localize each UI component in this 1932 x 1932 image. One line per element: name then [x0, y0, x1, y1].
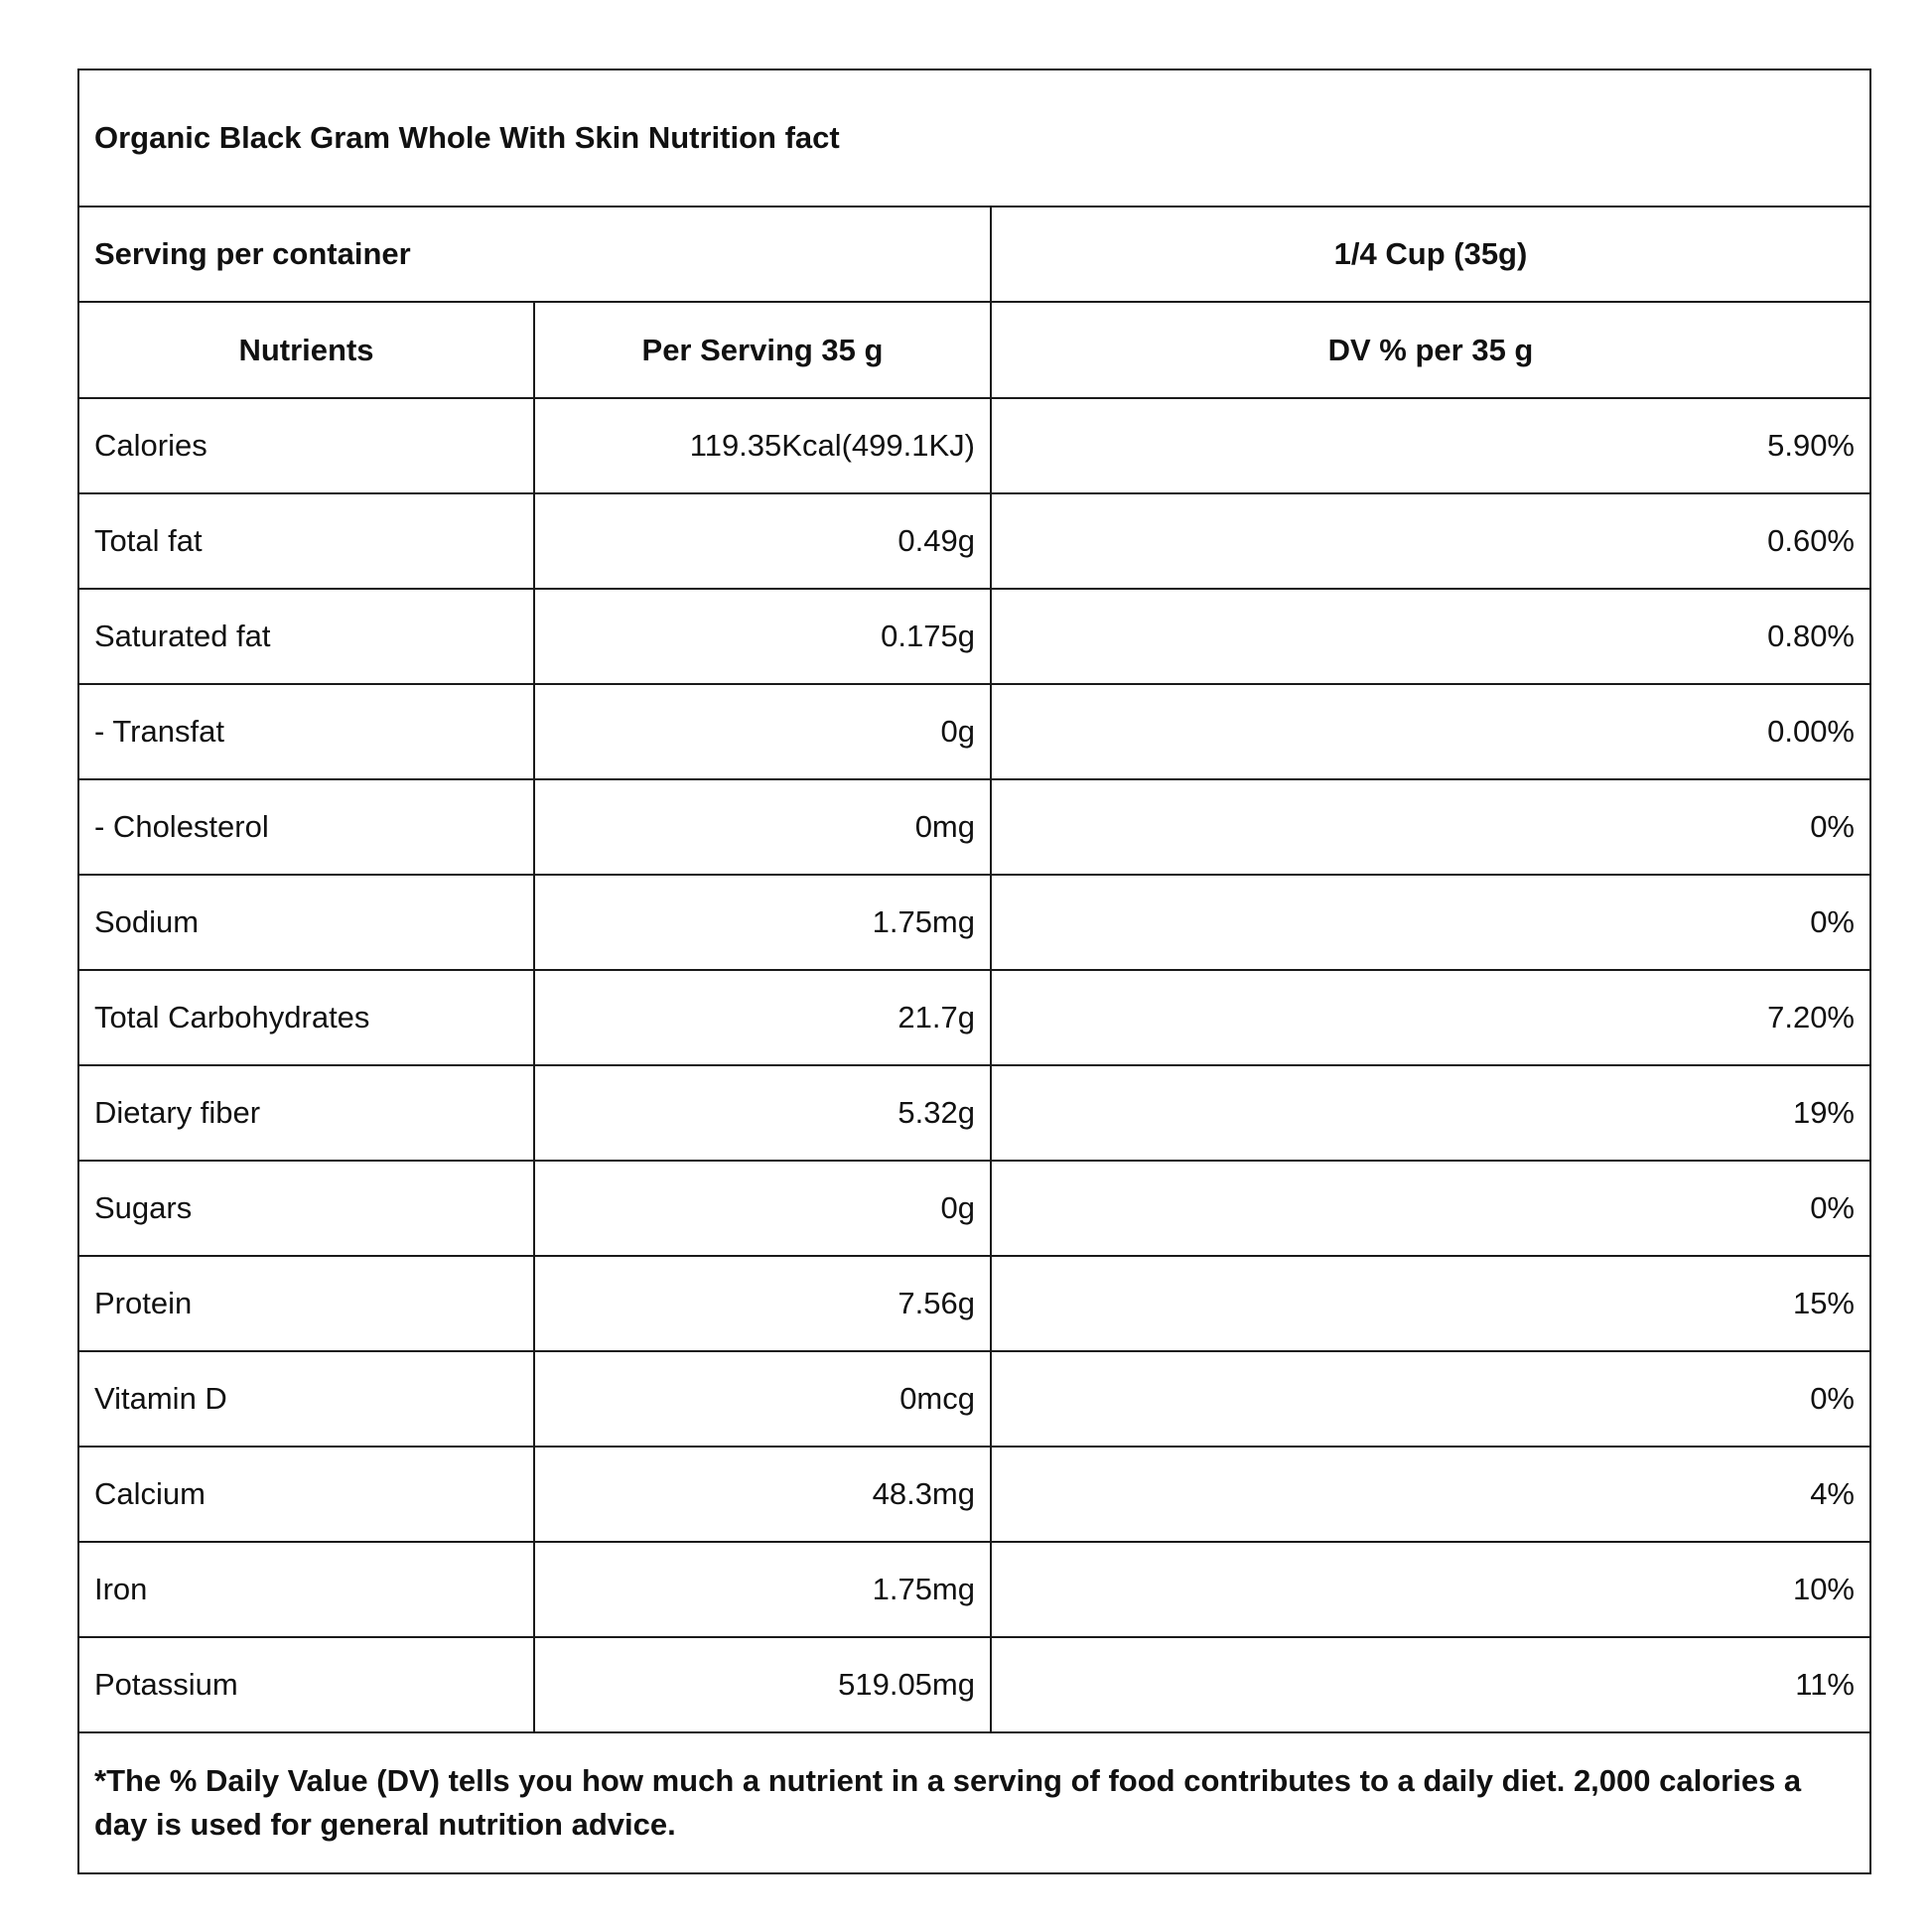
nutrient-amount: 0g — [534, 1161, 991, 1256]
nutrient-dv: 10% — [991, 1542, 1870, 1637]
footnote: *The % Daily Value (DV) tells you how much a nutrient in a serving of food contributes to a daily diet. 2,000 calories a day is used for general nutrition advice. — [78, 1732, 1870, 1873]
nutrient-name: Sodium — [78, 875, 534, 970]
nutrient-name: - Cholesterol — [78, 779, 534, 875]
nutrient-dv: 0.80% — [991, 589, 1870, 684]
table-row — [78, 1447, 1870, 1542]
table-row — [78, 1351, 1870, 1447]
table-row — [78, 398, 1870, 493]
nutrient-dv: 0% — [991, 875, 1870, 970]
table-title: Organic Black Gram Whole With Skin Nutrition fact — [78, 69, 1870, 207]
serving-row — [78, 207, 1870, 302]
nutrient-amount: 0mcg — [534, 1351, 991, 1447]
nutrient-name: Vitamin D — [78, 1351, 534, 1447]
table-row — [78, 1542, 1870, 1637]
serving-value: 1/4 Cup (35g) — [991, 207, 1870, 302]
nutrient-dv: 0% — [991, 779, 1870, 875]
nutrition-table-body — [78, 69, 1870, 1732]
nutrient-name: Calcium — [78, 1447, 534, 1542]
nutrient-amount: 0g — [534, 684, 991, 779]
nutrient-dv: 15% — [991, 1256, 1870, 1351]
nutrient-name: Saturated fat — [78, 589, 534, 684]
nutrient-amount: 119.35Kcal(499.1KJ) — [534, 398, 991, 493]
nutrient-dv: 0% — [991, 1351, 1870, 1447]
nutrient-amount: 0mg — [534, 779, 991, 875]
nutrient-amount: 0.175g — [534, 589, 991, 684]
column-header-dv: DV % per 35 g — [991, 302, 1870, 398]
table-row — [78, 779, 1870, 875]
nutrient-name: Sugars — [78, 1161, 534, 1256]
table-row — [78, 1065, 1870, 1161]
nutrient-dv: 0.00% — [991, 684, 1870, 779]
nutrient-name: Total fat — [78, 493, 534, 589]
nutrient-name: Calories — [78, 398, 534, 493]
nutrient-name: Iron — [78, 1542, 534, 1637]
nutrient-name: - Transfat — [78, 684, 534, 779]
nutrient-amount: 0.49g — [534, 493, 991, 589]
table-row — [78, 875, 1870, 970]
nutrient-amount: 1.75mg — [534, 875, 991, 970]
nutrient-dv: 11% — [991, 1637, 1870, 1732]
nutrient-amount: 21.7g — [534, 970, 991, 1065]
column-header-row — [78, 302, 1870, 398]
table-row — [78, 493, 1870, 589]
table-row — [78, 1637, 1870, 1732]
serving-label: Serving per container — [78, 207, 991, 302]
table-row — [78, 1161, 1870, 1256]
nutrient-name: Protein — [78, 1256, 534, 1351]
nutrient-amount: 519.05mg — [534, 1637, 991, 1732]
nutrient-dv: 19% — [991, 1065, 1870, 1161]
nutrition-facts-table — [77, 69, 1871, 1874]
nutrient-name: Potassium — [78, 1637, 534, 1732]
nutrient-dv: 0.60% — [991, 493, 1870, 589]
nutrient-amount: 48.3mg — [534, 1447, 991, 1542]
nutrient-name: Dietary fiber — [78, 1065, 534, 1161]
nutrient-dv: 0% — [991, 1161, 1870, 1256]
column-header-per-serving: Per Serving 35 g — [534, 302, 991, 398]
table-row — [78, 970, 1870, 1065]
nutrient-amount: 1.75mg — [534, 1542, 991, 1637]
table-row — [78, 684, 1870, 779]
title-row — [78, 69, 1870, 207]
nutrient-dv: 7.20% — [991, 970, 1870, 1065]
nutrient-amount: 7.56g — [534, 1256, 991, 1351]
nutrient-dv: 4% — [991, 1447, 1870, 1542]
nutrient-dv: 5.90% — [991, 398, 1870, 493]
table-row — [78, 1256, 1870, 1351]
column-header-nutrients: Nutrients — [78, 302, 534, 398]
nutrient-name: Total Carbohydrates — [78, 970, 534, 1065]
footnote-row — [78, 1732, 1870, 1873]
nutrient-amount: 5.32g — [534, 1065, 991, 1161]
table-row — [78, 589, 1870, 684]
